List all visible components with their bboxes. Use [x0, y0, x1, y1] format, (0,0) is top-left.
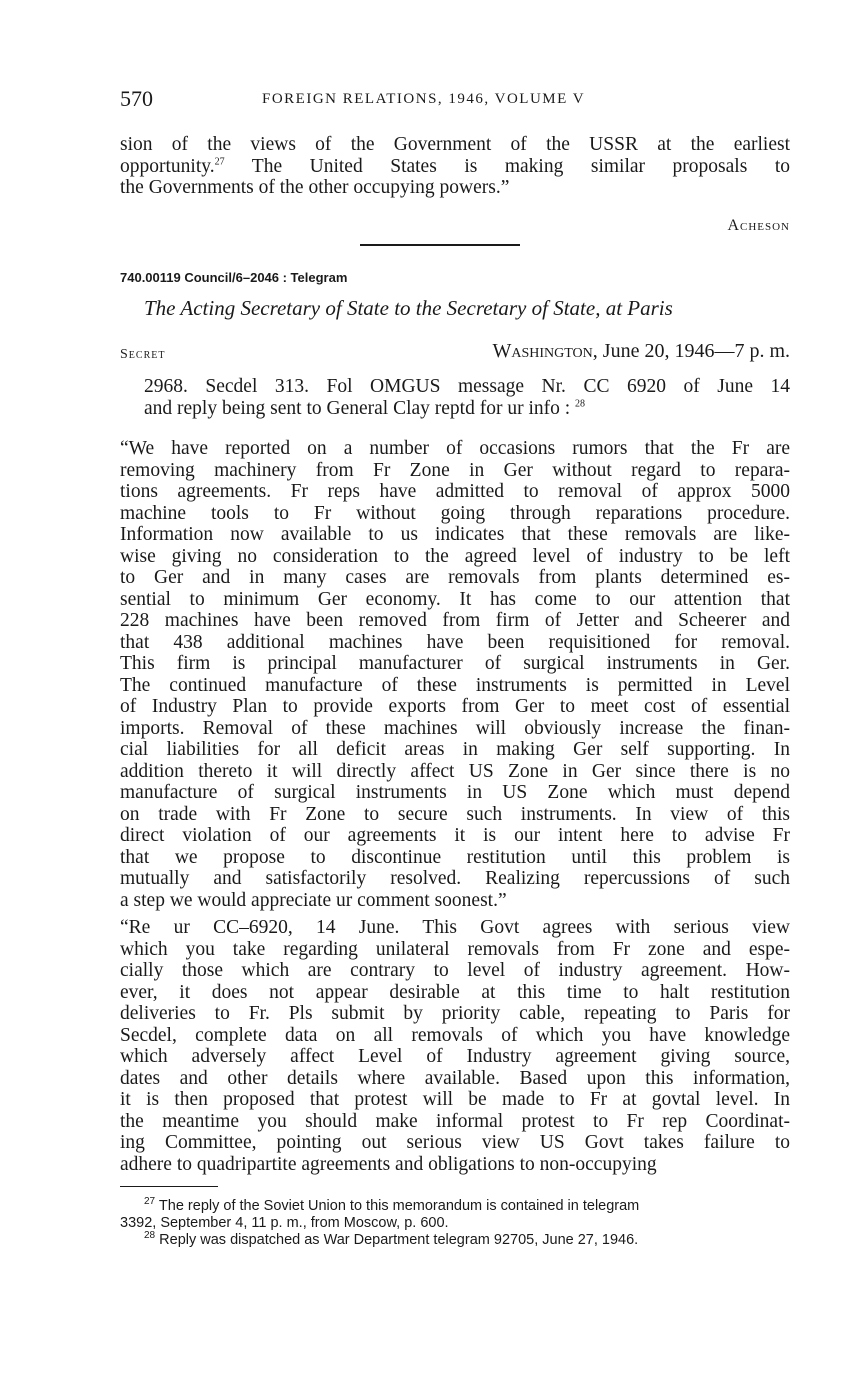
reply-message	[120, 917, 790, 1175]
document-title: The Acting Secretary of State to the Secretary of State, at Paris	[144, 296, 673, 320]
signature: Acheson	[727, 217, 790, 234]
text-line: 2968. Secdel 313. Fol OMGUS message Nr. CC 6920 of June 14	[144, 376, 790, 397]
text-line: cial liabilities for all deficit areas in making Ger self supporting. In	[120, 739, 790, 760]
page-header	[120, 86, 790, 116]
footnote-ref-28: 28	[575, 398, 586, 409]
text-line: dates and other details where available. Based upon this information,	[120, 1067, 790, 1089]
footnote-28: $^{28}$ Reply was dispatched as War Department telegram 92705, June 27, 1946.	[144, 1230, 639, 1248]
footnote-rule	[120, 1186, 218, 1187]
text-line: The continued manufacture of these instruments is permitted in Level	[120, 674, 790, 696]
text-line: which you take regarding unilateral removals from Fr zone and espe-	[120, 938, 790, 960]
previous-document-tail	[120, 134, 790, 199]
text-line: which adversely affect Level of Industry agreement giving source,	[120, 1046, 790, 1067]
text-line: the Governments of the other occupying powers.”	[120, 177, 510, 198]
text-line: cially those which are contrary to level of industry agreement. How-	[120, 960, 790, 981]
page-number: 570	[120, 86, 153, 111]
text-line: tions agreements. Fr reps have admitted to removal of approx 5000	[120, 481, 790, 502]
text-line: sential to minimum Ger economy. It has come to our attention that	[120, 588, 790, 610]
omgus-message	[120, 438, 790, 911]
text-line: ing Committee, pointing out serious view US Govt takes failure to	[120, 1132, 790, 1153]
footnote-ref-27: 27	[214, 156, 225, 167]
text-line: wise giving no consideration to the agreed level of industry to be left	[120, 545, 790, 567]
text-line: to Ger and in many cases are removals from plants determined es-	[120, 567, 790, 588]
classification-label: Secret	[120, 347, 166, 362]
text-line: addition thereto it will directly affect US Zone in Ger since there is no	[120, 760, 790, 782]
text-line: that we propose to discontinue restitution until this problem is	[120, 846, 790, 868]
text-line: imports. Removal of these machines will obviously increase the finan-	[120, 717, 790, 739]
text-line: “Re ur CC–6920, 14 June. This Govt agrees with serious view	[120, 917, 790, 938]
text-line: manufacture of surgical instruments in US Zone which must depend	[120, 782, 790, 803]
text-line: of Industry Plan to provide exports from Ger to meet cost of essential	[120, 696, 790, 717]
text-line: “We have reported on a number of occasions rumors that the Fr are	[120, 438, 790, 459]
running-head: FOREIGN RELATIONS, 1946, VOLUME V	[262, 91, 586, 107]
text-line: adhere to quadripartite agreements and obligations to non-occupying	[120, 1153, 657, 1175]
text-line: mutually and satisfactorily resolved. Realizing repercussions of such	[120, 868, 790, 889]
text-line: 228 machines have been removed from firm of Jetter and Scheerer and	[120, 610, 790, 631]
text-line: ever, it does not appear desirable at this time to halt restitution	[120, 981, 790, 1003]
telegram-intro	[120, 376, 790, 419]
text-line: sion of the views of the Government of the USSR at the earliest	[120, 134, 790, 155]
dateline-date: , June 20, 1946—7 p. m.	[592, 340, 790, 362]
text-line: direct violation of our agreements it is our intent here to advise Fr	[120, 825, 790, 846]
text-line: and reply being sent to General Clay reptd for ur info : $^{28}$	[144, 397, 586, 419]
text-line: a step we would appreciate ur comment soonest.”	[120, 889, 507, 911]
text-line: Secdel, complete data on all removals of which you have knowledge	[120, 1024, 790, 1046]
text-line: removing machinery from Fr Zone in Ger without regard to repara-	[120, 459, 790, 481]
text-line: opportunity.$^{27}$ The United States is making similar proposals to	[120, 155, 790, 177]
text-line: Information now available to us indicates that these removals are like-	[120, 524, 790, 545]
text-line: on trade with Fr Zone to secure such instruments. In view of this	[120, 803, 790, 825]
footnote-27: $^{27}$ The reply of the Soviet Union to this memorandum is contained in telegram 3392, September 4, 11 p. m., from Moscow, p. 600.	[120, 1196, 640, 1231]
section-divider	[360, 244, 520, 246]
text-line: deliveries to Fr. Pls submit by priority cable, repeating to Paris for	[120, 1003, 790, 1024]
file-reference: 740.00119 Council/6–2046 : Telegram	[120, 270, 348, 285]
text-line: the meantime you should make informal protest to Fr rep Coordinat-	[120, 1110, 790, 1132]
text-line: machine tools to Fr without going through reparations procedure.	[120, 502, 790, 524]
text-line: This firm is principal manufacturer of surgical instruments in Ger.	[120, 653, 790, 674]
dateline	[492, 340, 790, 363]
text-line: that 438 additional machines have been requisitioned for removal.	[120, 631, 790, 653]
text-line: it is then proposed that protest will be made to Fr at govtal level. In	[120, 1089, 790, 1110]
dateline-city: Washington	[492, 340, 593, 362]
